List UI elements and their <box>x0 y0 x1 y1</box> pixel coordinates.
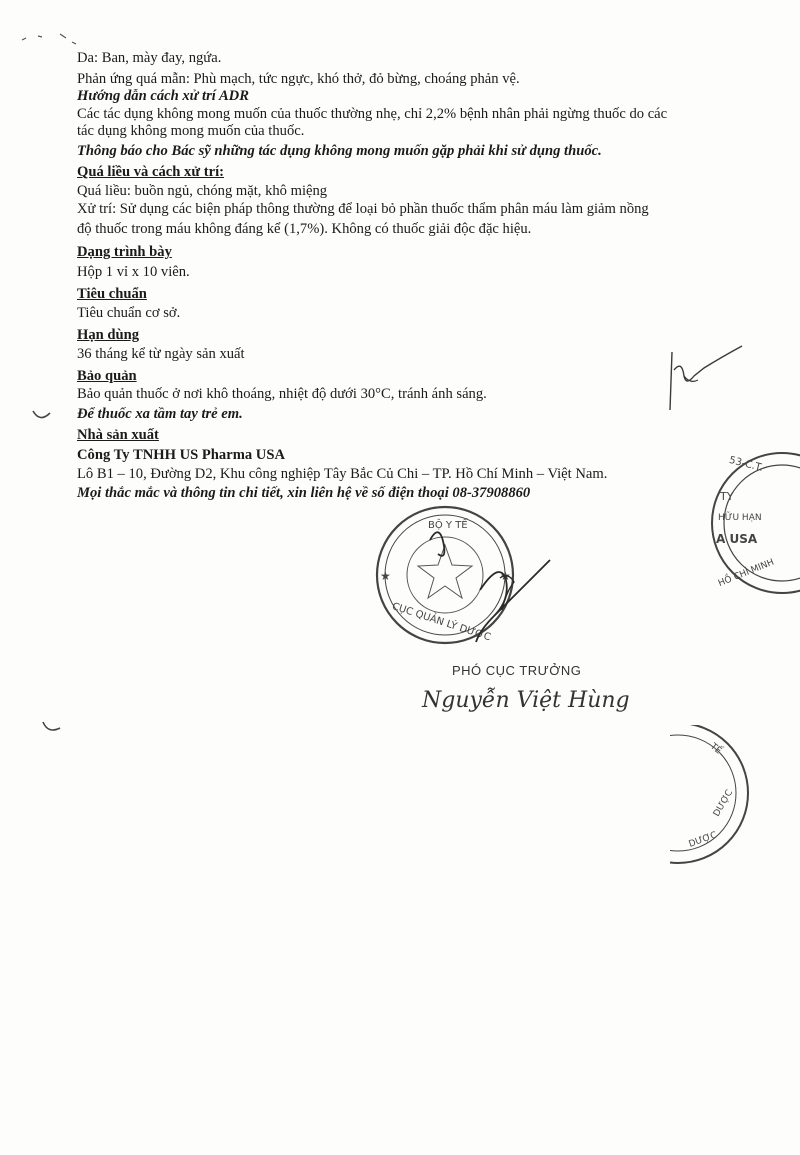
heading-shelf-life: Hạn dùng <box>77 327 140 343</box>
binding-mark-lower <box>40 718 64 738</box>
text-adr-1: Các tác dụng không mong muốn của thuốc thường nhẹ, chỉ 2,2% bệnh nhân phải ngừng thuốc do các <box>77 106 668 122</box>
heading-adr-guidance: Hướng dẫn cách xử trí ADR <box>77 88 249 104</box>
ministry-stamp-star-right: ★ <box>500 569 511 583</box>
heading-overdose: Quá liều và cách xử trí: <box>77 164 224 180</box>
heading-standard: Tiêu chuẩn <box>77 286 147 302</box>
heading-storage: Bảo quản <box>77 368 137 384</box>
signatory-name: Nguyễn Việt Hùng <box>422 688 630 713</box>
text-contact: Mọi thắc mắc và thông tin chi tiết, xin liên hệ về số điện thoại 08-37908860 <box>77 485 531 501</box>
bottom-stamp-top: TẾ <box>708 741 724 757</box>
text-hypersensitivity: Phản ứng quá mẫn: Phù mạch, tức ngực, khó thở, đỏ bừng, choáng phản vệ. <box>77 71 520 87</box>
bottom-stamp-mid: DƯỢC <box>711 788 736 819</box>
director-signature <box>410 520 560 650</box>
text-standard: Tiêu chuẩn cơ sở. <box>77 305 181 321</box>
text-storage: Bảo quản thuốc ở nơi khô thoáng, nhiệt độ dưới 30°C, tránh ánh sáng. <box>77 386 487 402</box>
text-shelf-life: 36 tháng kể từ ngày sản xuất <box>77 346 245 362</box>
text-notify-doctor: Thông báo cho Bác sỹ những tác dụng không mong muốn gặp phải khi sử dụng thuốc. <box>77 143 602 159</box>
heading-manufacturer: Nhà sản xuất <box>77 427 159 443</box>
ministry-stamp-star-left: ★ <box>380 569 391 583</box>
bottom-partial-stamp <box>670 725 760 865</box>
text-keep-away: Để thuốc xa tầm tay trẻ em. <box>77 406 243 422</box>
company-stamp-line3: A USA <box>716 532 758 546</box>
text-manufacturer-name: Công Ty TNHH US Pharma USA <box>77 447 285 463</box>
signatory-title: PHÓ CỤC TRƯỞNG <box>452 663 582 678</box>
company-stamp <box>700 448 800 598</box>
company-stamp-line1: TY <box>720 490 734 503</box>
company-stamp-line4: HỒ CHÍ MINH <box>716 557 776 590</box>
text-treatment-2: độ thuốc trong máu không đáng kể (1,7%). Không có thuốc giải độc đặc hiệu. <box>77 221 532 237</box>
text-adr-2: tác dụng không mong muốn của thuốc. <box>77 123 305 139</box>
initials-signature <box>660 340 750 420</box>
heading-presentation: Dạng trình bày <box>77 244 172 260</box>
binding-mark-upper <box>30 405 54 425</box>
text-overdose: Quá liều: buồn ngủ, chóng mặt, khô miệng <box>77 183 328 199</box>
company-stamp-line2: HỮU HẠN <box>718 513 762 523</box>
text-manufacturer-address: Lô B1 – 10, Đường D2, Khu công nghiệp Tây Bắc Củ Chi – TP. Hồ Chí Minh – Việt Nam. <box>77 466 608 482</box>
text-skin-effects: Da: Ban, mày đay, ngứa. <box>77 50 222 66</box>
bottom-stamp-low: DƯỢC <box>687 830 719 850</box>
text-treatment-1: Xử trí: Sử dụng các biện pháp thông thường để loại bỏ phần thuốc thẩm phân máu làm giảm nồng <box>77 201 649 217</box>
company-stamp-number: 53-C.T. <box>727 454 765 474</box>
ministry-stamp-bottom: CỤC QUẢN LÝ DƯỢC <box>390 601 492 644</box>
corner-scribble <box>20 28 80 48</box>
ministry-stamp-top: BỘ Y TẾ <box>428 520 468 531</box>
text-presentation: Hộp 1 vỉ x 10 viên. <box>77 264 190 280</box>
